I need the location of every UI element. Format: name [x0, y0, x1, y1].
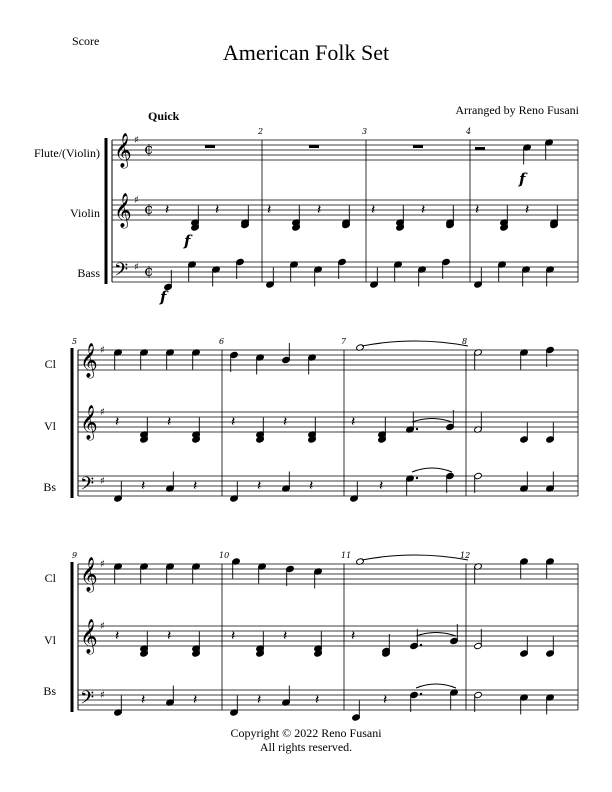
measure-number: 7	[341, 337, 347, 346]
quarter-rest-icon: 𝄽	[257, 478, 262, 494]
dot	[420, 693, 422, 695]
dot	[420, 644, 422, 646]
quarter-rest-icon: 𝄽	[257, 692, 262, 708]
score-label: Score	[72, 34, 100, 48]
quarter-rest-icon: 𝄽	[315, 692, 320, 708]
measure-number: 11	[341, 551, 352, 560]
measure-number: 3	[362, 127, 368, 136]
quarter-rest-icon: 𝄽	[115, 414, 120, 430]
sharp-icon: ♯	[134, 195, 139, 206]
slur-tie	[362, 555, 468, 560]
treble-clef-icon: 𝄞	[114, 133, 132, 168]
sharp-icon: ♯	[100, 559, 105, 570]
cut-time-icon: ¢	[144, 262, 154, 280]
rights-text: All rights reserved.	[259, 740, 353, 754]
dynamic-forte: f	[519, 170, 526, 188]
arranger-credit: Arranged by Reno Fusani	[455, 103, 579, 117]
page-title: American Folk Set	[222, 40, 390, 65]
treble-clef-icon: 𝄞	[114, 193, 132, 228]
quarter-rest-icon: 𝄽	[231, 628, 236, 644]
instrument-label-cl-2: Cl	[44, 357, 56, 371]
quarter-rest-icon: 𝄽	[317, 202, 322, 218]
treble-clef-icon: 𝄞	[80, 619, 98, 654]
quarter-rest-icon: 𝄽	[525, 202, 530, 218]
sharp-icon: ♯	[100, 690, 105, 701]
cut-time-icon: ¢	[144, 200, 154, 218]
whole-rest-icon	[413, 145, 423, 148]
instrument-label-bs-2: Bs	[43, 480, 56, 494]
quarter-rest-icon: 𝄽	[379, 478, 384, 494]
instrument-label-bs-3: Bs	[43, 684, 56, 698]
dot	[416, 477, 418, 479]
sharp-icon: ♯	[100, 345, 105, 356]
sharp-icon: ♯	[134, 262, 139, 273]
instrument-label-vl-2: Vl	[44, 419, 56, 433]
measure-number: 6	[219, 337, 225, 346]
treble-clef-icon: 𝄞	[80, 343, 98, 378]
quarter-rest-icon: 𝄽	[283, 414, 288, 430]
measure-number: 9	[72, 551, 78, 560]
quarter-rest-icon: 𝄽	[283, 628, 288, 644]
quarter-rest-icon: 𝄽	[371, 202, 376, 218]
slur-tie	[362, 341, 468, 346]
bass-clef-icon: 𝄢	[80, 474, 95, 499]
sharp-icon: ♯	[100, 621, 105, 632]
sharp-icon: ♯	[100, 476, 105, 487]
instrument-label-cl-3: Cl	[44, 571, 56, 585]
slur-tie	[416, 633, 456, 637]
quarter-rest-icon: 𝄽	[231, 414, 236, 430]
measure-number: 10	[219, 551, 230, 560]
quarter-rest-icon: 𝄽	[421, 202, 426, 218]
whole-rest-icon	[309, 145, 319, 148]
cut-time-icon: ¢	[144, 140, 154, 158]
quarter-rest-icon: 𝄽	[193, 478, 198, 494]
instrument-label-flute: Flute/(Violin)	[34, 146, 100, 160]
whole-rest-icon	[205, 145, 215, 148]
measure-number: 8	[462, 337, 468, 346]
quarter-rest-icon: 𝄽	[351, 414, 356, 430]
measure-number: 12	[460, 551, 471, 560]
slur-tie	[416, 684, 456, 688]
quarter-rest-icon: 𝄽	[115, 628, 120, 644]
quarter-rest-icon: 𝄽	[167, 628, 172, 644]
quarter-rest-icon: 𝄽	[141, 692, 146, 708]
quarter-rest-icon: 𝄽	[167, 414, 172, 430]
instrument-label-vl-3: Vl	[44, 633, 56, 647]
quarter-rest-icon: 𝄽	[309, 478, 314, 494]
treble-clef-icon: 𝄞	[80, 405, 98, 440]
bass-clef-icon: 𝄢	[114, 260, 129, 285]
quarter-rest-icon: 𝄽	[475, 202, 480, 218]
dynamic-forte: f	[184, 232, 191, 250]
half-rest-icon	[475, 147, 485, 150]
quarter-rest-icon: 𝄽	[141, 478, 146, 494]
sharp-icon: ♯	[100, 407, 105, 418]
quarter-rest-icon: 𝄽	[351, 628, 356, 644]
tempo-marking: Quick	[148, 109, 180, 123]
slur-tie	[412, 419, 452, 423]
quarter-rest-icon: 𝄽	[193, 692, 198, 708]
instrument-label-violin: Violin	[70, 206, 100, 220]
quarter-rest-icon: 𝄽	[267, 202, 272, 218]
bass-clef-icon: 𝄢	[80, 688, 95, 713]
footer	[0, 726, 612, 754]
copyright-text: Copyright © 2022 Reno Fusani	[230, 726, 382, 740]
quarter-rest-icon: 𝄽	[215, 202, 220, 218]
measure-number: 4	[466, 127, 472, 136]
measure-number: 2	[258, 127, 264, 136]
dot	[416, 428, 418, 430]
measure-number: 5	[72, 337, 78, 346]
slur-tie	[412, 468, 452, 472]
treble-clef-icon: 𝄞	[80, 557, 98, 592]
quarter-rest-icon: 𝄽	[383, 692, 388, 708]
dynamic-forte: f	[160, 288, 167, 306]
instrument-label-bass: Bass	[77, 266, 100, 280]
sharp-icon: ♯	[134, 135, 139, 146]
quarter-rest-icon: 𝄽	[165, 202, 170, 218]
